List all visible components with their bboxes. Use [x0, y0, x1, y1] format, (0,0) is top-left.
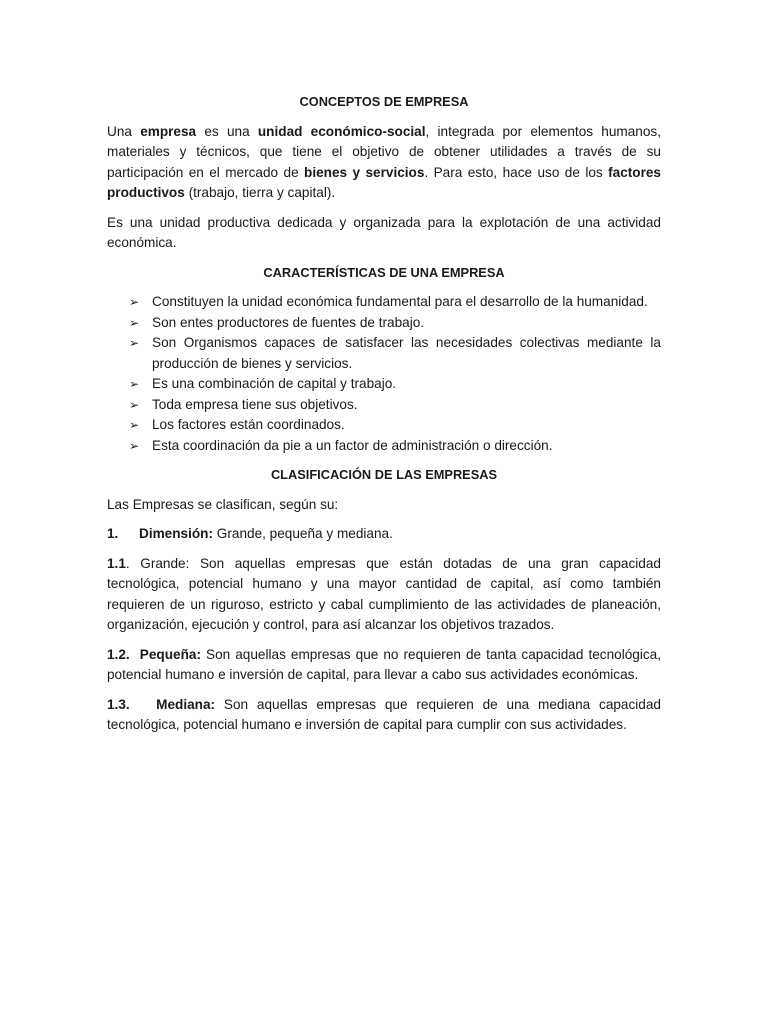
pequena-number: 1.2. [107, 646, 130, 662]
intro-bold-bienes: bienes y servicios [304, 164, 425, 180]
arrow-bullet-icon: ➢ [129, 377, 140, 391]
intro-text-5: (trabajo, tierra y capital). [184, 185, 336, 200]
arrow-bullet-icon: ➢ [129, 397, 140, 412]
intro-text-4: . Para esto, hace uso de los [424, 164, 609, 180]
list-item-text: Esta coordinación da pie a un factor de administración o dirección. [152, 437, 553, 453]
pequena-paragraph [107, 645, 661, 686]
document-title: CONCEPTOS DE EMPRESA [299, 94, 469, 109]
intro-text-2: es una [196, 123, 258, 139]
list-item [107, 313, 661, 334]
mediana-paragraph [107, 695, 661, 736]
list-item [107, 292, 661, 313]
dimension-text: Grande, pequeña y mediana. [213, 526, 393, 541]
grande-number: 1.1 [107, 555, 126, 571]
clasificacion-heading: CLASIFICACIÓN DE LAS EMPRESAS [270, 467, 498, 482]
list-item-text: Constituyen la unidad económica fundamental para el desarrollo de la humanidad. [152, 294, 648, 309]
caracteristicas-heading: CARACTERÍSTICAS DE UNA EMPRESA [263, 264, 505, 280]
list-item-text: Es una combinación de capital y trabajo. [152, 376, 397, 391]
intro-text-1: Una [107, 123, 141, 139]
pequena-term: Pequeña: [139, 646, 201, 662]
intro-bold-unidad: unidad económico-social [257, 123, 426, 139]
arrow-bullet-icon: ➢ [129, 336, 140, 350]
arrow-bullet-icon: ➢ [129, 418, 140, 432]
pequena-text: Son aquellas empresas que no requieren de tanta capacidad tecnológica, potencial humano e inversión de capital, para llevar a cabo sus actividades económicas. [107, 646, 661, 682]
intro-paragraph-2: Es una unidad productiva dedicada y organizada para la explotación de una actividad económica. [107, 214, 661, 250]
intro-bold-factores: factores productivos [107, 164, 661, 200]
dimension-term: Dimensión: [139, 526, 214, 541]
mediana-number: 1.3. [107, 696, 130, 712]
clasificacion-intro: Las Empresas se clasifican, según su: [107, 496, 339, 512]
list-item [107, 333, 661, 374]
grande-paragraph [107, 554, 661, 636]
arrow-bullet-icon: ➢ [129, 438, 140, 453]
document-page [107, 92, 661, 745]
list-item-text: Son Organismos capaces de satisfacer las necesidades colectivas mediante la producción de bienes y servicios. [152, 335, 661, 371]
dimension-item [107, 524, 661, 545]
intro-bold-empresa: empresa [140, 123, 197, 139]
mediana-term: Mediana: [156, 696, 216, 712]
list-item [107, 436, 661, 457]
list-item [107, 395, 661, 416]
arrow-bullet-icon: ➢ [129, 295, 140, 309]
mediana-text: Son aquellas empresas que requieren de una mediana capacidad tecnológica, potencial humano e inversión de capital para cumplir con sus actividades. [107, 696, 661, 732]
intro-text-3: , integrada por elementos humanos, materiales y técnicos, que tiene el objetivo de obtener utilidades a través de su participación en el mercado de [107, 123, 661, 180]
caracteristicas-list [107, 292, 661, 456]
dimension-number: 1. [107, 526, 119, 541]
arrow-bullet-icon: ➢ [129, 315, 140, 330]
list-item-text: Los factores están coordinados. [152, 417, 345, 432]
list-item-text: Toda empresa tiene sus objetivos. [152, 396, 358, 412]
grande-text: . Grande: Son aquellas empresas que están dotadas de una gran capacidad tecnológica, potencial humano y una mayor cantidad de capital, así como también requieren de un riguroso, estricto y cabal cumplimiento de las actividades de planeación, organización, ejecución y control, para así alcanzar los objetivos trazados. [107, 555, 661, 632]
intro-paragraph-1 [107, 122, 661, 204]
list-item [107, 374, 661, 395]
list-item [107, 415, 661, 436]
list-item-text: Son entes productores de fuentes de trabajo. [152, 314, 425, 330]
